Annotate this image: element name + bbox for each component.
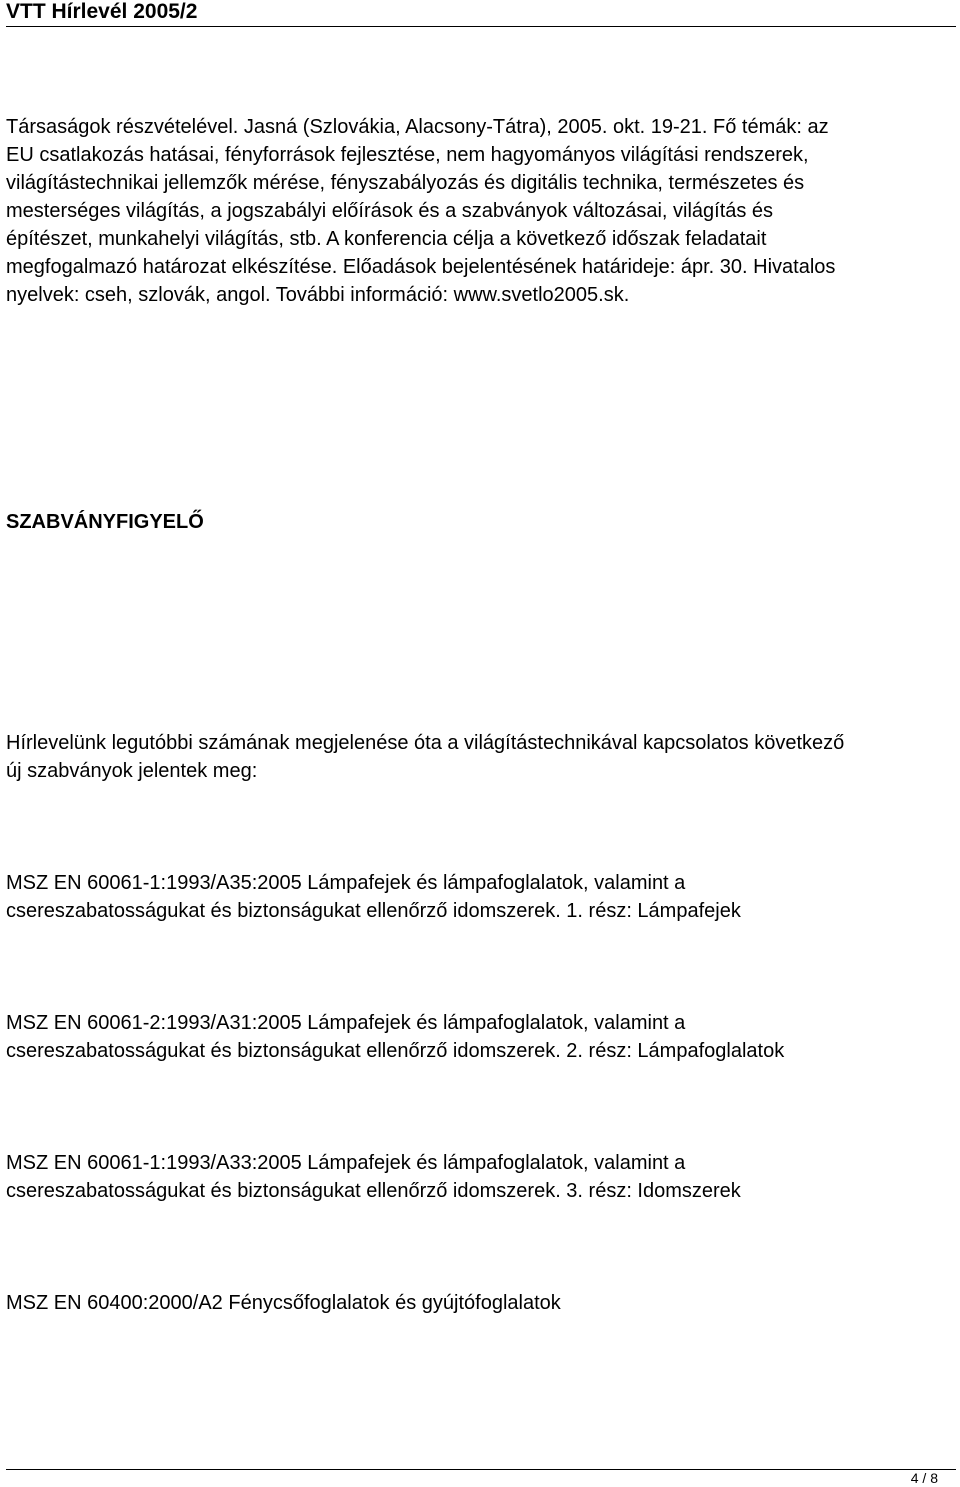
standard-entry: MSZ EN 60061-1:1993/A35:2005 Lámpafejek és lámpafoglalatok, valamint a csereszabatosságukat és biztonságukat ellenőrző idomszerek. 1. rész: Lámpafejek bbox=[6, 872, 741, 922]
standard-entry: MSZ EN 60400:2000/A2 Fénycsőfoglalatok és gyújtófoglalatok bbox=[6, 1292, 561, 1314]
page-header bbox=[6, 0, 956, 27]
standard-entry: MSZ EN 60061-1:1993/A33:2005 Lámpafejek és lámpafoglalatok, valamint a csereszabatosságukat és biztonságukat ellenőrző idomszerek. 3. rész: Idomszerek bbox=[6, 1152, 741, 1202]
page-number: 4 / 8 bbox=[910, 1470, 938, 1486]
standard-entry: MSZ EN 60061-2:1993/A31:2005 Lámpafejek és lámpafoglalatok, valamint a csereszabatosságukat és biztonságukat ellenőrző idomszerek. 2. rész: Lámpafoglalatok bbox=[6, 1012, 785, 1062]
section-intro-paragraph: Hírlevelünk legutóbbi számának megjelenése óta a világítástechnikával kapcsolatos következő új szabványok jelentek meg: bbox=[6, 732, 845, 782]
section-heading: SZABVÁNYFIGYELŐ bbox=[6, 511, 204, 533]
newsletter-title: VTT Hírlevél 2005/2 bbox=[6, 0, 198, 23]
intro-paragraph: Társaságok részvételével. Jasná (Szlovákia, Alacsony-Tátra), 2005. okt. 19-21. Fő témák: az EU csatlakozás hatásai, fényforrások fejlesztése, nem hagyományos világítási rendszerek, világítástechnikai jellemzők mérése, fényszabályozás és digitális technika, természetes és mesterséges világítás, a jogszabályi előírások és a szabványok változásai, világítás és építészet, munkahelyi világítás, stb. A konferencia célja a következő időszak feladatait megfogalmazó határozat elkészítése. Előadások bejelentésének határideje: ápr. 30. Hivatalos nyelvek: cseh, szlovák, angol. További információ: www.svetlo2005.sk. bbox=[6, 116, 836, 306]
footer-divider bbox=[6, 1469, 956, 1470]
